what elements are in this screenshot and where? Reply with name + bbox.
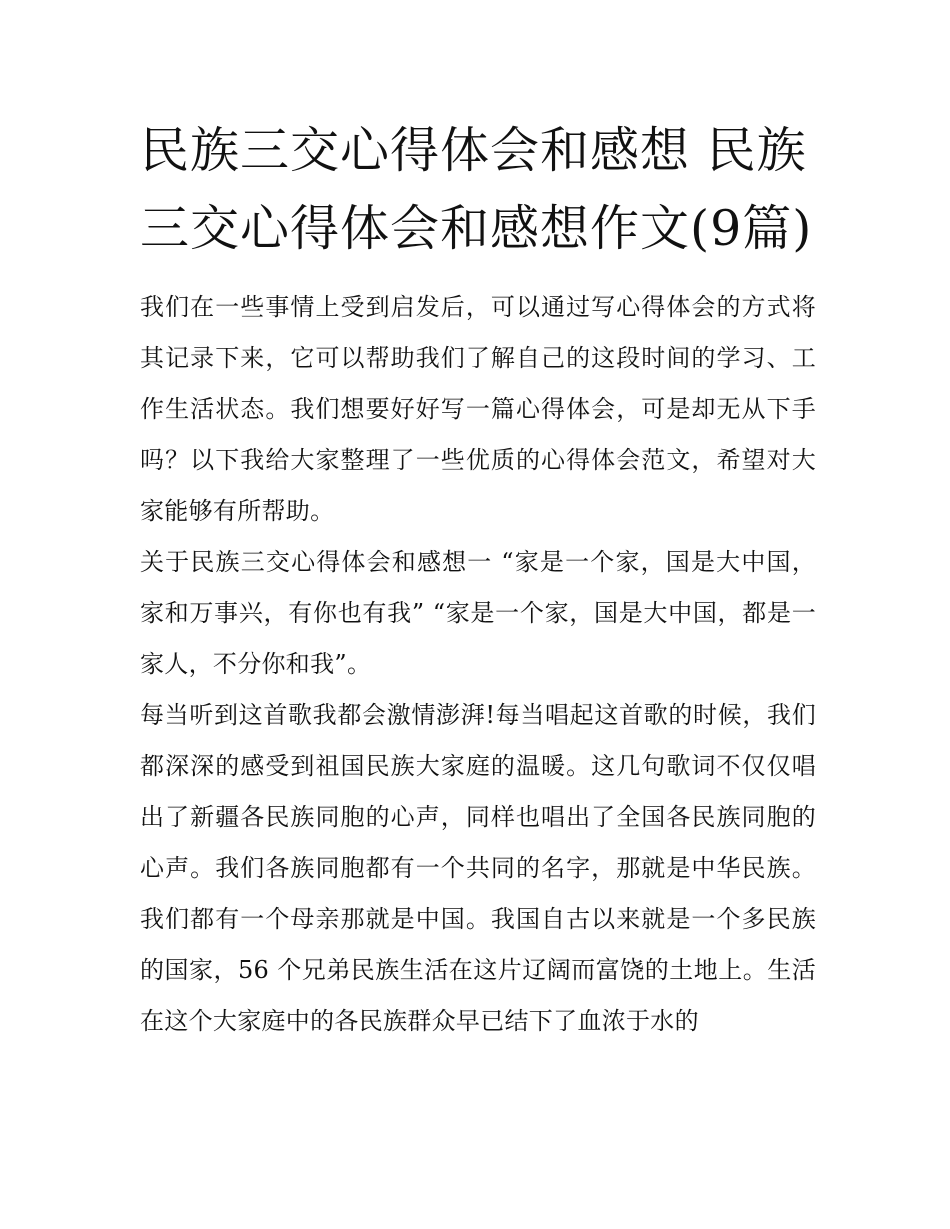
paragraph-body: 每当听到这首歌我都会激情澎湃!每当唱起这首歌的时候，我们都深深的感受到祖国民族大家庭的温暖。这几句歌词不仅仅唱出了新疆各民族同胞的心声，同样也唱出了全国各民族同胞的心声。我们各族同胞都有一个共同的名字，那就是中华民族。我们都有一个母亲那就是中国。我国自古以来就是一个多民族的国家，56 个兄弟民族生活在这片辽阔而富饶的土地上。生活在这个大家庭中的各民族群众早已结下了血浓于水的 (140, 701, 816, 1035)
paragraph-intro: 我们在一些事情上受到启发后，可以通过写心得体会的方式将其记录下来，它可以帮助我们了解自己的这段时间的学习、工作生活状态。我们想要好好写一篇心得体会，可是却无从下手吗？以下我给大家整理了一些优质的心得体会范文，希望对大家能够有所帮助。 (140, 293, 816, 525)
document-page (140, 112, 816, 1047)
paragraph-section-one: 关于民族三交心得体会和感想一 “家是一个家，国是大中国，家和万事兴，有你也有我” “家是一个家，国是大中国，都是一家人，不分你和我”。 (140, 548, 816, 678)
document-title: 民族三交心得体会和感想 民族三交心得体会和感想作文(9篇) (140, 122, 813, 257)
